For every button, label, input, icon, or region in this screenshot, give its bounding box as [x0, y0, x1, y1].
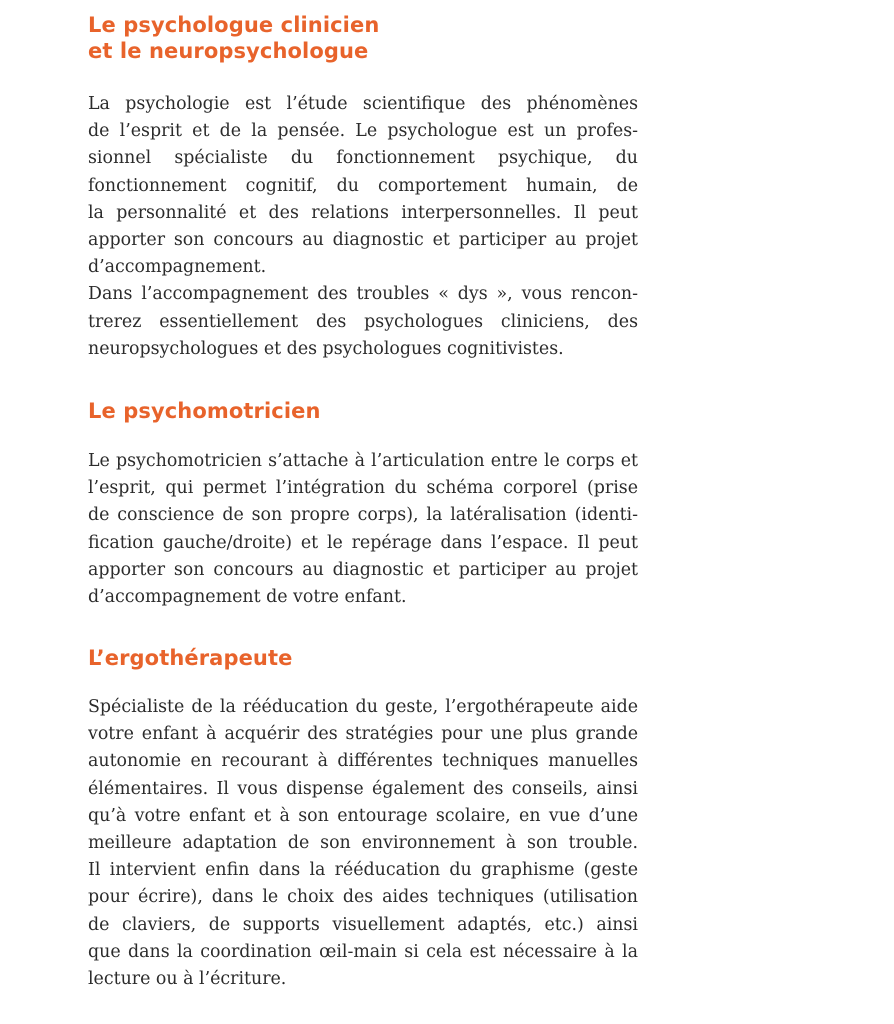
- text-line: Spécialiste de la rééducation du geste, l’ergothérapeute aide: [88, 697, 638, 717]
- heading-line: Le psychologue clinicien: [88, 13, 380, 37]
- text-line: que dans la coordination œil-main si cela est nécessaire à la: [88, 941, 638, 962]
- text-line: élémentaires. Il vous dispense également des conseils, ainsi: [88, 778, 638, 799]
- section-paragraph-ergotherapeute: [88, 694, 638, 993]
- heading-line: et le neuropsychologue: [88, 39, 369, 63]
- text-line: votre enfant à acquérir des stratégies pour une plus grande: [88, 724, 638, 745]
- text-line: Il intervient enfin dans la rééducation du graphisme (geste: [88, 860, 638, 881]
- text-line: la personnalité et des relations interpersonnelles. Il peut: [88, 202, 638, 223]
- text-line: d’accompagnement de votre enfant.: [88, 586, 407, 607]
- text-line: Dans l’accompagnement des troubles « dys », vous rencon-: [88, 284, 638, 305]
- section-paragraph-psychomotricien: [88, 448, 638, 611]
- section-heading-psychomotricien: [88, 398, 321, 424]
- text-line: lecture ou à l’écriture.: [88, 968, 287, 989]
- section-paragraph-psychologue: [88, 91, 638, 363]
- text-line: de l’esprit et de la pensée. Le psychologue est un profes-: [88, 121, 638, 142]
- text-line: sionnel spécialiste du fonctionnement psychique, du: [88, 148, 638, 169]
- section-heading-ergotherapeute: [88, 645, 292, 671]
- text-line: meilleure adaptation de son environnement à son trouble.: [88, 832, 638, 853]
- heading-line: Le psychomotricien: [88, 399, 321, 423]
- text-line: pour écrire), dans le choix des aides techniques (utilisation: [88, 887, 638, 908]
- text-line: l’esprit, qui permet l’intégration du schéma corporel (prise: [88, 478, 638, 499]
- text-line: autonomie en recourant à différentes techniques manuelles: [88, 751, 638, 772]
- text-line: trerez essentiellement des psychologues cliniciens, des: [88, 311, 638, 332]
- text-line: neuropsychologues et des psychologues cognitivistes.: [88, 338, 564, 359]
- text-line: apporter son concours au diagnostic et participer au projet: [88, 229, 638, 250]
- text-line: fonctionnement cognitif, du comportement humain, de: [88, 175, 638, 196]
- text-line: qu’à votre enfant et à son entourage scolaire, en vue d’une: [88, 805, 638, 826]
- text-line: La psychologie est l’étude scientifique des phénomènes: [88, 94, 638, 114]
- text-line: fication gauche/droite) et le repérage dans l’espace. Il peut: [88, 532, 638, 553]
- text-line: d’accompagnement.: [88, 257, 267, 278]
- text-line: Le psychomotricien s’attache à l’articulation entre le corps et: [88, 451, 638, 471]
- text-line: de conscience de son propre corps), la latéralisation (identi-: [88, 505, 638, 526]
- section-heading-psychologue: [88, 12, 379, 64]
- heading-line: L’ergothérapeute: [88, 646, 293, 670]
- text-line: de claviers, de supports visuellement adaptés, etc.) ainsi: [88, 914, 638, 935]
- text-line: apporter son concours au diagnostic et participer au projet: [88, 559, 638, 580]
